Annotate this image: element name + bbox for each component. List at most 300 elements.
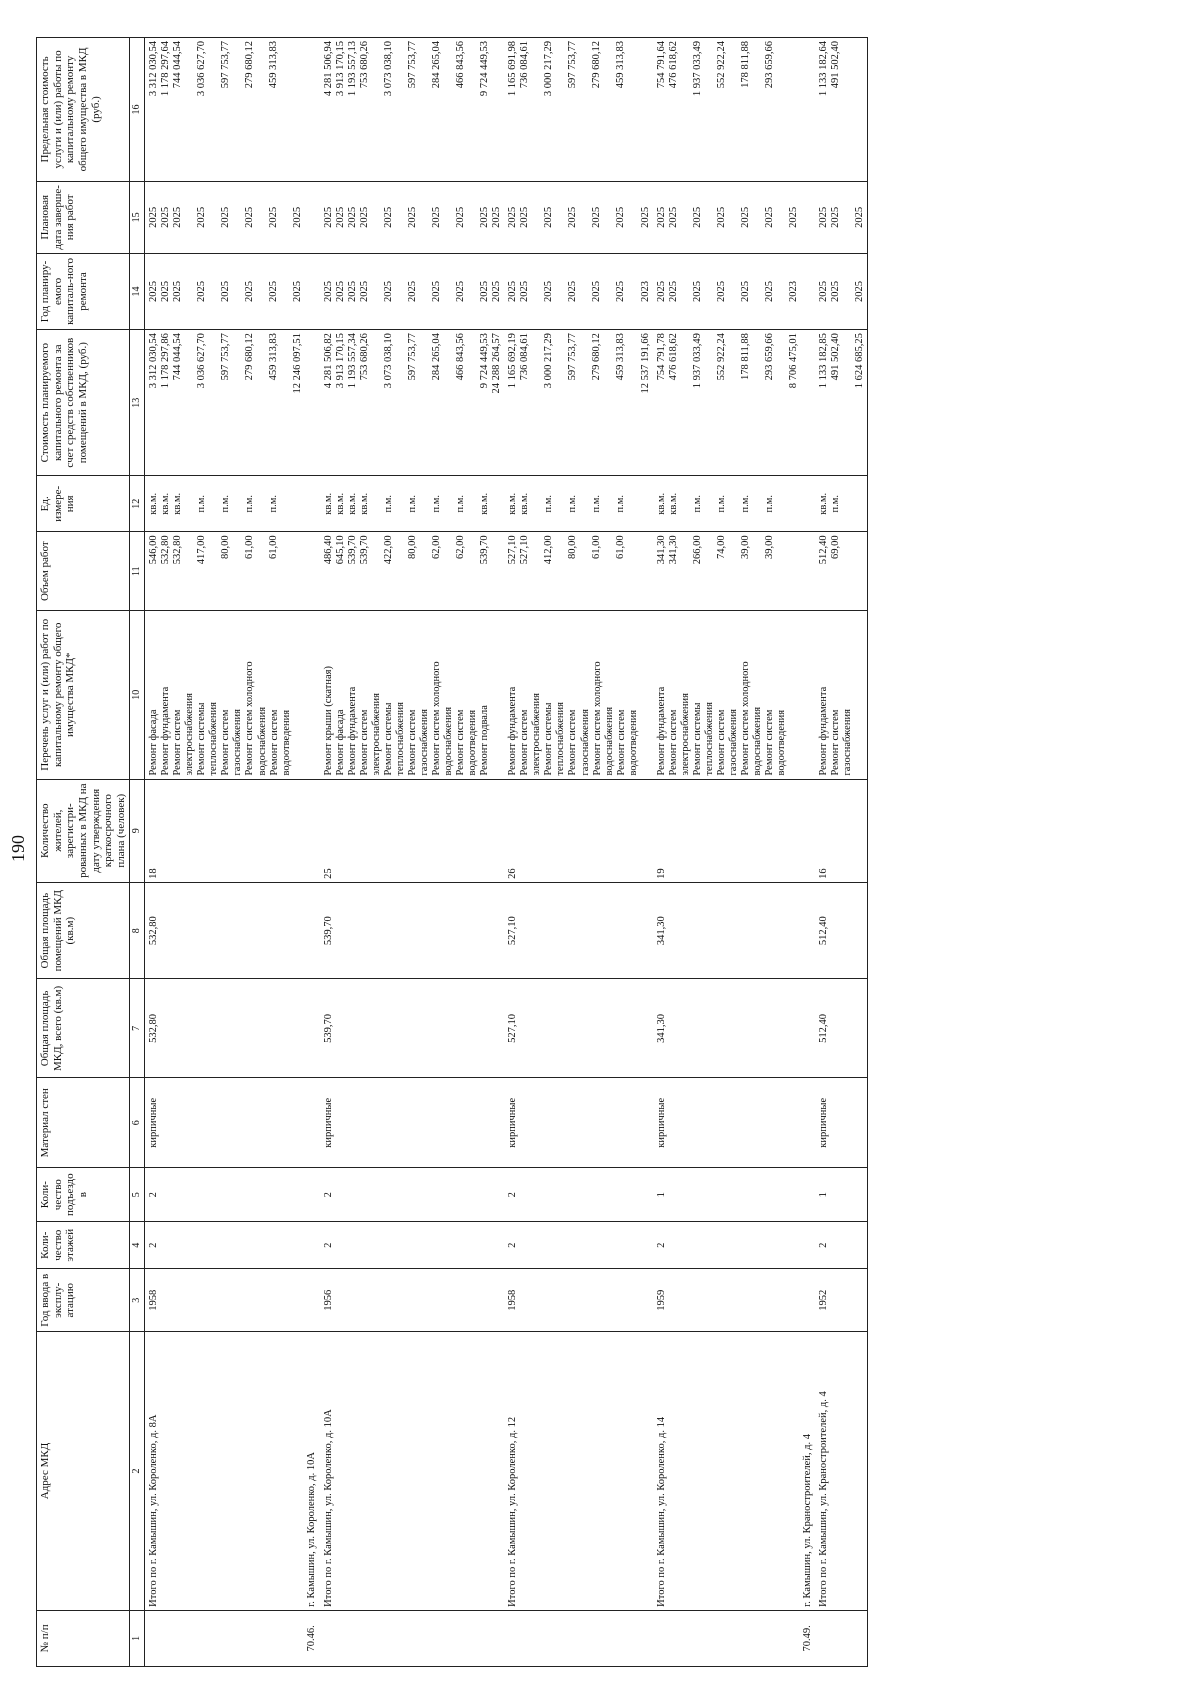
unit-value (628, 479, 640, 528)
works-cell (815, 611, 868, 780)
empty-cell (801, 181, 815, 253)
floors-cell: 2 (653, 1222, 801, 1269)
plan-year-value: 2025 (454, 280, 466, 302)
cost-value: 736 084,61 (519, 333, 531, 381)
work-item: Ремонт фундамента (507, 686, 519, 776)
volume-cell (504, 532, 652, 611)
cost-value (842, 333, 854, 472)
volume-value (184, 535, 196, 607)
work-item: Ремонт фундамента (655, 686, 667, 776)
cost-value (579, 333, 591, 472)
end-date-value (603, 185, 615, 250)
unit-value: кв.м. (519, 492, 531, 515)
work-item: Ремонт систем холодного (244, 661, 256, 776)
end-date-cell (653, 181, 801, 253)
cost-value: 279 680,12 (591, 333, 603, 381)
plan-year-value (776, 257, 788, 326)
volume-value: 539,70 (346, 535, 358, 565)
work-item: Ремонт систем (172, 709, 184, 776)
header-cell: Перечень услуг и (или) работ по капитальному ремонту общего имущества МКД* (37, 611, 130, 780)
end-date-value: 2025 (818, 206, 830, 228)
plan-year-cell (320, 253, 505, 329)
volume-value (232, 535, 244, 607)
unit-value (603, 479, 615, 528)
empty-cell (305, 979, 319, 1078)
plan-year-value: 2025 (491, 280, 503, 302)
limit-value: 1 165 691,98 (507, 41, 519, 97)
column-number: 5 (130, 1168, 145, 1222)
end-date-value: 2025 (406, 206, 418, 228)
cost-value (395, 333, 407, 472)
end-date-value (531, 185, 543, 250)
volume-value: 527,10 (519, 535, 531, 565)
end-date-value: 2025 (334, 206, 346, 228)
header-cell: Ед. измере-ния (37, 476, 130, 532)
header-cell: Стоимость планируемого капитального ремонта за счет средств собственников помещений в МКД, (руб.) (37, 330, 130, 476)
cost-value: 3 073 038,10 (382, 333, 394, 389)
empty-cell (305, 38, 319, 182)
limit-value (603, 41, 615, 178)
empty-cell (305, 779, 319, 882)
work-item: водоотведения (467, 709, 479, 776)
volume-value: 62,00 (430, 535, 442, 559)
limit-value: 1 133 182,64 (818, 41, 830, 97)
unit-value (752, 479, 764, 528)
column-number: 12 (130, 476, 145, 532)
volume-value: 74,00 (715, 535, 727, 559)
volume-value: 532,80 (160, 535, 172, 565)
end-date-value (419, 185, 431, 250)
volume-value (443, 535, 455, 607)
unit-value: кв.м. (160, 492, 172, 515)
row-number (815, 1610, 868, 1666)
unit-value: кв.м. (667, 492, 679, 515)
limit-value (704, 41, 716, 178)
unit-value (256, 479, 268, 528)
limit-value (579, 41, 591, 178)
end-date-value: 2025 (591, 206, 603, 228)
unit-cell (504, 476, 652, 532)
material-cell: кирпичные (815, 1078, 868, 1168)
plan-year-value: 2025 (655, 280, 667, 302)
empty-cell (801, 1168, 815, 1222)
plan-year-value: 2025 (763, 280, 775, 302)
work-item: электроснабжения (184, 693, 196, 776)
work-item: водоснабжения (603, 706, 615, 776)
column-number: 4 (130, 1222, 145, 1269)
limit-value: 736 084,61 (519, 41, 531, 89)
work-item: Ремонт фундамента (818, 686, 830, 776)
empty-cell (305, 532, 319, 611)
limit-cell (504, 38, 652, 182)
header-cell: Коли-чество этажей (37, 1222, 130, 1269)
end-date-value: 2025 (543, 206, 555, 228)
work-item: Ремонт систем холодного (740, 661, 752, 776)
volume-value (467, 535, 479, 607)
volume-value: 512,40 (818, 535, 830, 565)
end-date-value: 2025 (787, 206, 799, 228)
unit-value: кв.м. (479, 492, 491, 515)
empty-cell (305, 1168, 319, 1222)
column-number: 2 (130, 1332, 145, 1611)
row-number (144, 1610, 305, 1666)
plan-year-value: 2025 (244, 280, 256, 302)
volume-value (842, 535, 854, 607)
volume-value (728, 535, 740, 607)
empty-cell (801, 476, 815, 532)
cost-value: 3 913 170,15 (334, 333, 346, 389)
total-row (815, 38, 868, 1667)
work-item: Ремонт систем (830, 709, 842, 776)
unit-value (443, 479, 455, 528)
unit-value: п.м. (615, 495, 627, 513)
cost-cell (815, 330, 868, 476)
limit-value: 1 193 557,13 (346, 41, 358, 97)
end-date-value: 2025 (715, 206, 727, 228)
cost-value: 3 000 217,29 (543, 333, 555, 389)
limit-value: 459 313,83 (615, 41, 627, 89)
header-cell: Предельная стоимость услуги и (или) работы по капитальному ремонту общего имущества в МКД (руб.) (37, 38, 130, 182)
address-cell: Итого по г. Камышин, ул. Короленко, д. 10А (320, 1332, 505, 1611)
column-number: 6 (130, 1078, 145, 1168)
limit-value: 753 680,26 (358, 41, 370, 89)
unit-value: п.м. (567, 495, 579, 513)
cost-value (419, 333, 431, 472)
column-number: 14 (130, 253, 145, 329)
total-row (144, 38, 305, 1667)
cost-value (776, 333, 788, 472)
work-item: Ремонт систем (220, 709, 232, 776)
cost-value: 597 753,77 (406, 333, 418, 381)
total-row (504, 38, 652, 1667)
empty-cell (801, 979, 815, 1078)
unit-value: п.м. (763, 495, 775, 513)
material-cell: кирпичные (504, 1078, 652, 1168)
volume-value: 266,00 (691, 535, 703, 565)
unit-value: п.м. (691, 495, 703, 513)
end-date-value: 2025 (691, 206, 703, 228)
plan-year-value (704, 257, 716, 326)
work-item: водоотведения (280, 709, 292, 776)
limit-value (728, 41, 740, 178)
end-date-value (371, 185, 383, 250)
limit-value (680, 41, 692, 178)
cost-value: 744 044,54 (172, 333, 184, 381)
cost-value (555, 333, 567, 472)
work-item: газоснабжения (419, 709, 431, 776)
limit-value (443, 41, 455, 178)
work-item: Ремонт систем холодного (431, 661, 443, 776)
work-item: Ремонт систем (519, 709, 531, 776)
limit-value: 754 791,64 (655, 41, 667, 89)
end-date-value (628, 185, 640, 250)
volume-value: 645,10 (334, 535, 346, 565)
unit-value: п.м. (830, 495, 842, 513)
volume-cell (144, 532, 305, 611)
year-cell: 1958 (504, 1269, 652, 1332)
volume-value: 62,00 (454, 535, 466, 559)
end-date-value: 2025 (346, 206, 358, 228)
cost-value: 1 133 182,85 (818, 333, 830, 389)
entrances-cell: 2 (504, 1168, 652, 1222)
volume-value (208, 535, 220, 607)
work-item: Ремонт систем (406, 709, 418, 776)
empty-cell (305, 330, 319, 476)
cost-value: 279 680,12 (244, 333, 256, 381)
limit-value: 491 502,40 (830, 41, 842, 89)
end-date-value: 2025 (147, 206, 159, 228)
plan-year-cell (815, 253, 868, 329)
empty-cell (801, 38, 815, 182)
cost-value: 552 922,24 (715, 333, 727, 381)
plan-year-value: 2025 (160, 280, 172, 302)
empty-cell (801, 330, 815, 476)
cost-value: 1 165 692,19 (507, 333, 519, 389)
plan-year-value: 2025 (854, 280, 866, 302)
cost-value: 754 791,78 (655, 333, 667, 381)
volume-value: 61,00 (615, 535, 627, 559)
unit-cell (653, 476, 801, 532)
unit-value: кв.м. (346, 492, 358, 515)
header-cell: Общая площадь помещений МКД (кв.м) (37, 882, 130, 979)
cost-value (680, 333, 692, 472)
material-cell: кирпичные (653, 1078, 801, 1168)
unit-value: п.м. (268, 495, 280, 513)
plan-year-value: 2025 (667, 280, 679, 302)
year-cell: 1956 (320, 1269, 505, 1332)
plan-year-value: 2025 (739, 280, 751, 302)
volume-value: 486,40 (322, 535, 334, 565)
cost-value: 3 036 627,70 (196, 333, 208, 389)
limit-value (752, 41, 764, 178)
floors-cell: 2 (320, 1222, 505, 1269)
plan-year-value (531, 257, 543, 326)
work-item: Ремонт крыши (скатная) (322, 666, 334, 776)
cost-value: 178 811,88 (739, 333, 751, 381)
volume-value (280, 535, 292, 607)
year-cell: 1959 (653, 1269, 801, 1332)
header-cell: Общая площадь МКД, всего (кв.м) (37, 979, 130, 1078)
work-item: теплоснабжения (555, 702, 567, 776)
row-number (504, 1610, 652, 1666)
volume-value: 532,80 (172, 535, 184, 565)
plan-year-value: 2023 (639, 280, 651, 302)
floors-cell: 2 (144, 1222, 305, 1269)
unit-value: п.м. (244, 495, 256, 513)
end-date-value: 2025 (322, 206, 334, 228)
plan-year-value (419, 257, 431, 326)
unit-value: п.м. (454, 495, 466, 513)
end-date-value: 2025 (220, 206, 232, 228)
column-number: 15 (130, 181, 145, 253)
end-date-value (680, 185, 692, 250)
limit-cell (144, 38, 305, 182)
volume-value: 527,10 (507, 535, 519, 565)
end-date-value: 2025 (763, 206, 775, 228)
volume-value: 546,00 (147, 535, 159, 565)
work-item: водоотведения (627, 709, 639, 776)
work-item: Ремонт систем (455, 709, 467, 776)
plan-year-value: 2025 (615, 280, 627, 302)
volume-value: 412,00 (543, 535, 555, 565)
residents-cell: 25 (320, 779, 505, 882)
unit-value (419, 479, 431, 528)
end-date-value: 2025 (667, 206, 679, 228)
end-date-value: 2025 (567, 206, 579, 228)
row-number (320, 1610, 505, 1666)
cost-value (443, 333, 455, 472)
cost-value: 3 312 030,54 (147, 333, 159, 389)
limit-value (232, 41, 244, 178)
empty-cell (305, 882, 319, 979)
cost-value (704, 333, 716, 472)
unit-value: кв.м. (655, 492, 667, 515)
entrances-cell: 1 (653, 1168, 801, 1222)
floors-cell: 2 (815, 1222, 868, 1269)
cost-value (232, 333, 244, 472)
address-cell: г. Камышин, ул. Краностроителей, д. 4 (801, 1332, 815, 1611)
limit-value: 3 000 217,29 (543, 41, 555, 97)
plan-year-value: 2025 (430, 280, 442, 302)
limit-value: 597 753,77 (567, 41, 579, 89)
column-number-row (130, 38, 145, 1667)
volume-value: 341,30 (667, 535, 679, 565)
limit-value: 284 265,04 (430, 41, 442, 89)
plan-year-value: 2025 (147, 280, 159, 302)
end-date-cell (815, 181, 868, 253)
unit-value (232, 479, 244, 528)
volume-value (371, 535, 383, 607)
address-cell: Итого по г. Камышин, ул. Короленко, д. 8А (144, 1332, 305, 1611)
empty-cell (305, 611, 319, 780)
end-date-value: 2025 (430, 206, 442, 228)
empty-cell (305, 253, 319, 329)
end-date-value: 2025 (655, 206, 667, 228)
residents-cell: 19 (653, 779, 801, 882)
plan-year-value: 2025 (715, 280, 727, 302)
works-cell (504, 611, 652, 780)
cost-value (371, 333, 383, 472)
end-date-value (752, 185, 764, 250)
address-row (305, 38, 319, 1667)
work-item: Ремонт систем (567, 709, 579, 776)
unit-value (208, 479, 220, 528)
limit-value: 3 913 170,15 (334, 41, 346, 97)
plan-year-value: 2025 (406, 280, 418, 302)
cost-value: 4 281 506,82 (322, 333, 334, 389)
work-item: газоснабжения (579, 709, 591, 776)
volume-value (555, 535, 567, 607)
work-item: электроснабжения (531, 693, 543, 776)
column-number: 9 (130, 779, 145, 882)
empty-cell (801, 1078, 815, 1168)
work-item: электроснабжения (370, 693, 382, 776)
address-cell: Итого по г. Камышин, ул. Короленко, д. 14 (653, 1332, 801, 1611)
plan-year-value (603, 257, 615, 326)
header-row (37, 38, 130, 1667)
volume-cell (815, 532, 868, 611)
unit-value: кв.м. (334, 492, 346, 515)
end-date-value (232, 185, 244, 250)
work-item: теплоснабжения (703, 702, 715, 776)
volume-value (531, 535, 543, 607)
unit-value (842, 479, 854, 528)
plan-year-value: 2025 (519, 280, 531, 302)
header-cell: Год планиру-емого капиталь-ного ремонта (37, 253, 130, 329)
repair-plan-table (36, 37, 868, 1667)
work-item: Ремонт системы (691, 702, 703, 776)
unit-value: п.м. (715, 495, 727, 513)
unit-value: п.м. (406, 495, 418, 513)
plan-year-value (232, 257, 244, 326)
end-date-value: 2025 (160, 206, 172, 228)
column-number: 16 (130, 38, 145, 182)
cost-value (467, 333, 479, 472)
cost-cell (504, 330, 652, 476)
area-premises-cell: 532,80 (144, 882, 305, 979)
volume-value: 422,00 (382, 535, 394, 565)
volume-value (419, 535, 431, 607)
work-item: газоснабжения (727, 709, 739, 776)
volume-value: 61,00 (591, 535, 603, 559)
cost-value: 9 724 449,53 (479, 333, 491, 389)
column-number: 8 (130, 882, 145, 979)
limit-value (184, 41, 196, 178)
end-date-value (776, 185, 788, 250)
column-number: 1 (130, 1610, 145, 1666)
end-date-value: 2025 (172, 206, 184, 228)
limit-value (208, 41, 220, 178)
unit-value: п.м. (196, 495, 208, 513)
end-date-value (579, 185, 591, 250)
plan-year-value (184, 257, 196, 326)
header-cell: Год ввода в эксплу-атацию (37, 1269, 130, 1332)
entrances-cell: 2 (320, 1168, 505, 1222)
end-date-value: 2025 (196, 206, 208, 228)
area-total-cell: 532,80 (144, 979, 305, 1078)
end-date-value (842, 185, 854, 250)
header-cell: Объем работ (37, 532, 130, 611)
limit-value (467, 41, 479, 178)
limit-cell (320, 38, 505, 182)
end-date-value: 2025 (292, 206, 304, 228)
cost-value: 12 537 191,66 (639, 333, 651, 394)
work-item: водоотведения (776, 709, 788, 776)
header-cell: № п/п (37, 1610, 130, 1666)
column-number: 13 (130, 330, 145, 476)
cost-value: 753 680,26 (358, 333, 370, 381)
material-cell: кирпичные (144, 1078, 305, 1168)
empty-cell (305, 1222, 319, 1269)
plan-year-value (628, 257, 640, 326)
work-item: Ремонт системы (382, 702, 394, 776)
unit-value: кв.м. (322, 492, 334, 515)
unit-cell (320, 476, 505, 532)
area-total-cell: 341,30 (653, 979, 801, 1078)
address-cell: Итого по г. Камышин, ул. Короленко, д. 12 (504, 1332, 652, 1611)
volume-value: 69,00 (830, 535, 842, 559)
work-item: водоснабжения (443, 706, 455, 776)
limit-value: 552 922,24 (715, 41, 727, 89)
works-cell (144, 611, 305, 780)
end-date-value (184, 185, 196, 250)
limit-value: 597 753,77 (220, 41, 232, 89)
plan-year-value: 2025 (268, 280, 280, 302)
cost-value: 8 706 475,01 (787, 333, 799, 389)
limit-value: 3 312 030,54 (147, 41, 159, 97)
work-item: Ремонт систем (764, 709, 776, 776)
work-item: Ремонт систем (615, 709, 627, 776)
